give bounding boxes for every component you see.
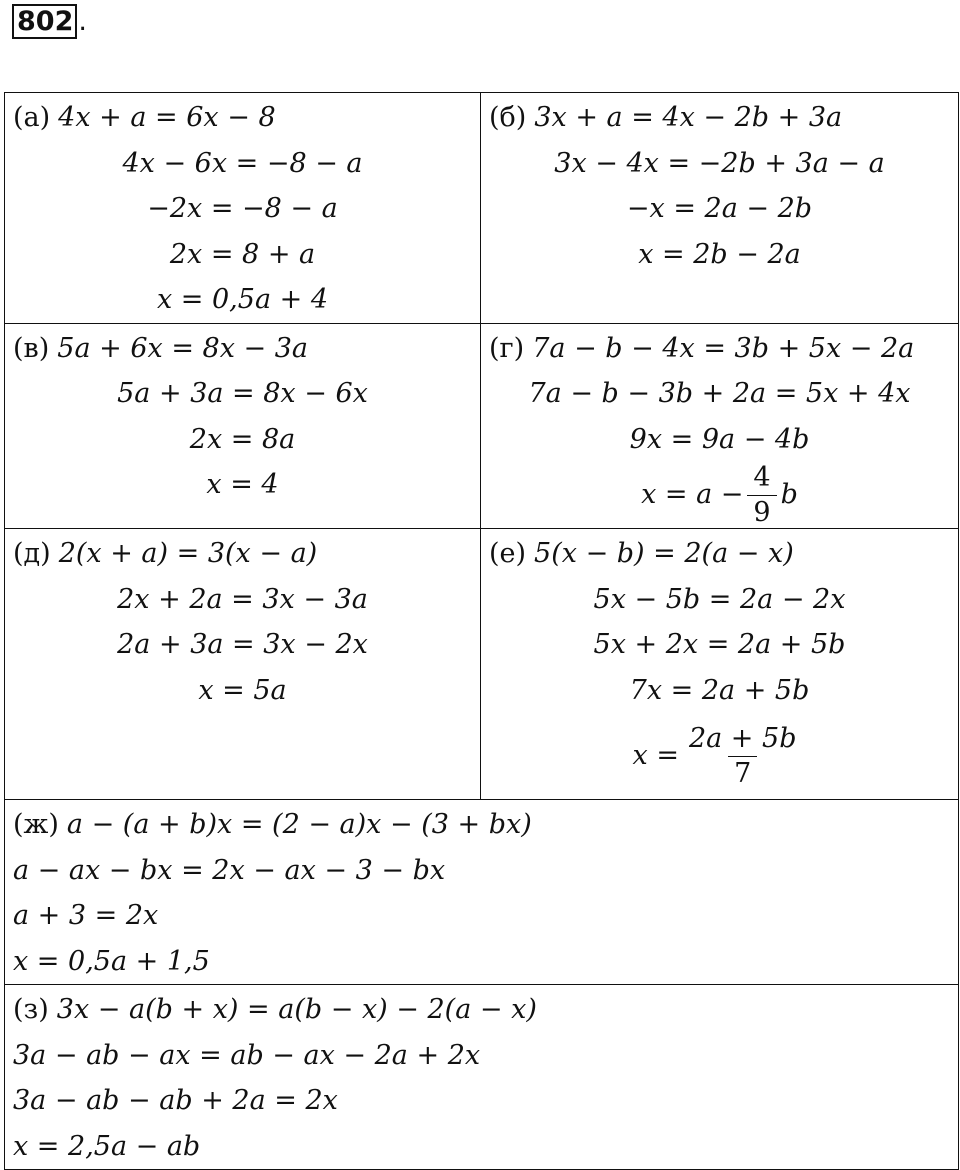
cell-v-line-2 — [13, 371, 472, 417]
cell-b-label: (б) — [489, 102, 527, 133]
cell-d-line-3 — [13, 622, 472, 668]
cell-z-answer: x = 2,5a − ab — [13, 1130, 201, 1162]
cell-z-line-1 — [13, 987, 950, 1033]
cell-b-answer: x = 2b − 2a — [638, 238, 801, 270]
cell-v-equation: 5a + 6x = 8x − 3a — [57, 332, 309, 364]
cell-a-equation: 2x = 8 + a — [169, 238, 316, 270]
cell-zh-line-2 — [13, 848, 950, 894]
solutions-row-2 — [5, 323, 959, 529]
problem-number-box: 802 — [12, 4, 77, 39]
solutions-row-3 — [5, 529, 959, 800]
cell-e-equation: 5x + 2x = 2a + 5b — [593, 629, 846, 660]
cell-zh-equation: a + 3 = 2x — [13, 900, 159, 931]
cell-z-line-3 — [13, 1078, 950, 1124]
cell-g-line-2 — [489, 371, 950, 417]
cell-z-equation: 3a − ab − ab + 2a = 2x — [13, 1085, 338, 1116]
solutions-row-1 — [5, 93, 959, 324]
cell-e-line-1 — [489, 531, 950, 577]
cell-g-equation: 9x = 9a − 4b — [629, 423, 810, 455]
cell-b — [481, 93, 959, 324]
cell-a-line-1 — [13, 95, 472, 141]
cell-g-line-1 — [489, 326, 950, 372]
cell-a-line-3 — [13, 186, 472, 232]
cell-b-equation: −x = 2a − 2b — [626, 193, 813, 224]
cell-g-answer-left: x = a − — [641, 479, 744, 511]
problem-number-dot: . — [78, 6, 87, 37]
cell-d — [5, 529, 481, 800]
cell-z-line-4 — [13, 1124, 950, 1170]
cell-z-equation: 3x − a(b + x) = a(b − x) − 2(a − x) — [56, 994, 537, 1025]
solutions-table — [4, 92, 959, 1170]
cell-v-line-3 — [13, 417, 472, 463]
cell-g-equation: 7a − b − 3b + 2a = 5x + 4x — [528, 378, 911, 409]
cell-v-label: (в) — [13, 332, 50, 364]
cell-d-equation: 2x + 2a = 3x − 3a — [117, 583, 368, 615]
cell-a-equation: 4x + a = 6x − 8 — [58, 102, 276, 133]
fraction-denominator: 7 — [728, 756, 757, 791]
cell-a-line-5 — [13, 277, 472, 323]
cell-b-line-3 — [489, 186, 950, 232]
fraction — [747, 461, 776, 530]
cell-g-label: (г) — [489, 332, 525, 364]
cell-v — [5, 323, 481, 529]
fraction-numerator: 2a + 5b — [688, 722, 797, 754]
cell-z-label: (з) — [13, 994, 49, 1025]
solutions-row-5 — [5, 985, 959, 1170]
problem-number — [12, 4, 87, 39]
cell-b-line-2 — [489, 141, 950, 187]
cell-d-line-1 — [13, 531, 472, 577]
cell-z-line-2 — [13, 1033, 950, 1079]
cell-v-answer: x = 4 — [206, 469, 279, 500]
cell-a-equation: 4x − 6x = −8 − a — [122, 147, 363, 179]
cell-e-equation: 5(x − b) = 2(a − x) — [534, 538, 794, 569]
cell-b-equation: 3x + a = 4x − 2b + 3a — [534, 102, 843, 133]
cell-zh-line-4 — [13, 939, 950, 985]
cell-d-equation: 2(x + a) = 3(x − a) — [58, 538, 318, 569]
fraction-numerator: 4 — [753, 461, 771, 493]
cell-a-line-4 — [13, 232, 472, 278]
cell-zh-line-1 — [13, 802, 950, 848]
cell-zh-label: (ж) — [13, 809, 59, 840]
cell-d-equation: 2a + 3a = 3x − 2x — [117, 629, 368, 660]
cell-z-equation: 3a − ab − ax = ab − ax − 2a + 2x — [13, 1039, 481, 1071]
cell-a-label: (а) — [13, 102, 51, 133]
cell-b-line-1 — [489, 95, 950, 141]
cell-g-equation: 7a − b − 4x = 3b + 5x − 2a — [532, 332, 915, 364]
cell-zh — [5, 800, 959, 985]
cell-zh-answer: x = 0,5a + 1,5 — [13, 945, 210, 977]
cell-e-answer-left: x = — [632, 740, 679, 772]
cell-v-equation: 2x = 8a — [189, 423, 296, 455]
cell-v-equation: 5a + 3a = 8x − 6x — [117, 378, 368, 409]
fraction-denominator: 9 — [747, 495, 776, 530]
cell-d-label: (д) — [13, 538, 51, 569]
cell-g-answer — [489, 462, 950, 528]
cell-a-equation: −2x = −8 − a — [147, 193, 338, 224]
cell-g-line-3 — [489, 417, 950, 463]
cell-zh-equation: a − (a + b)x = (2 − a)x − (3 + bx) — [66, 809, 532, 840]
cell-g-answer-right: b — [780, 479, 798, 511]
cell-z — [5, 985, 959, 1170]
cell-e-answer — [489, 713, 950, 799]
cell-zh-line-3 — [13, 893, 950, 939]
solutions-row-4 — [5, 800, 959, 985]
cell-e-line-2 — [489, 577, 950, 623]
cell-d-line-2 — [13, 577, 472, 623]
cell-v-line-4 — [13, 462, 472, 508]
cell-a-answer: x = 0,5a + 4 — [156, 284, 329, 315]
cell-b-line-4 — [489, 232, 950, 278]
fraction — [683, 722, 803, 791]
cell-d-line-4 — [13, 668, 472, 714]
cell-a-line-2 — [13, 141, 472, 187]
cell-a — [5, 93, 481, 324]
cell-b-equation: 3x − 4x = −2b + 3a − a — [554, 147, 885, 179]
cell-e-line-3 — [489, 622, 950, 668]
cell-e-equation: 5x − 5b = 2a − 2x — [593, 583, 846, 615]
cell-d-answer: x = 5a — [198, 674, 287, 706]
cell-e — [481, 529, 959, 800]
cell-zh-equation: a − ax − bx = 2x − ax − 3 − bx — [13, 854, 446, 886]
cell-e-label: (е) — [489, 538, 527, 569]
cell-e-line-4 — [489, 668, 950, 714]
cell-g — [481, 323, 959, 529]
cell-v-line-1 — [13, 326, 472, 372]
cell-e-equation: 7x = 2a + 5b — [629, 674, 810, 706]
